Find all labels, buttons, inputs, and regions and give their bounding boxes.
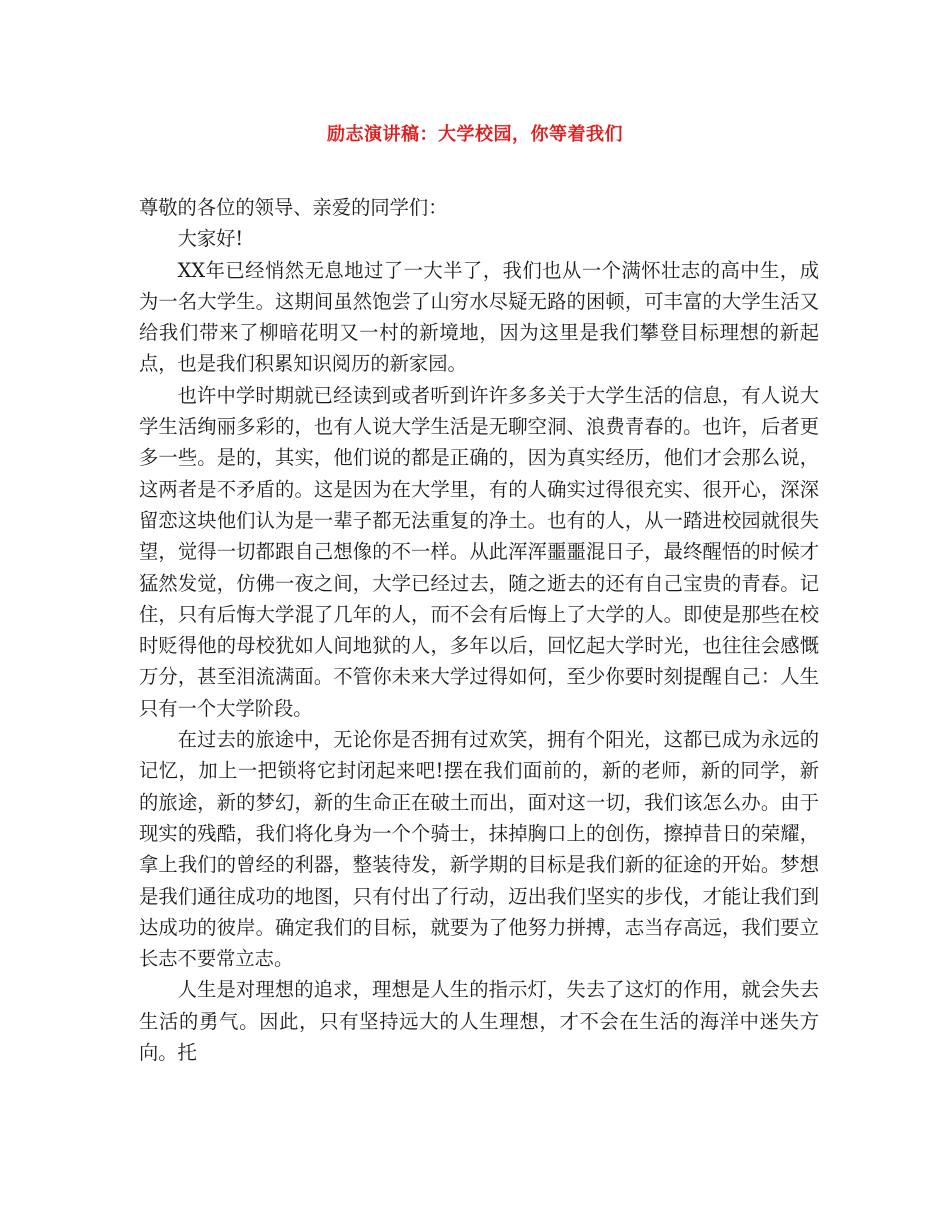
paragraph-2: 也许中学时期就已经读到或者听到许许多多关于大学生活的信息，有人说大学生活绚丽多彩的，也有人说大学生活是无聊空洞、浪费青春的。也许，后者更多一些。是的，其实，他们说的都是正确的，因为真实经历，他们才会那么说，这两者是不矛盾的。这是因为在大学里，有的人确实过得很充实、很开心，深深留恋这块他们认为是一辈子都无法重复的净土。也有的人，从一踏进校园就很失望，觉得一切都跟自己想像的不一样。从此浑浑噩噩混日子，最终醒悟的时候才猛然发觉，仿佛一夜之间，大学已经过去，随之逝去的还有自己宝贵的青春。记住，只有后悔大学混了几年的人，而不会有后悔上了大学的人。即使是那些在校时贬得他的母校犹如人间地狱的人，多年以后，回忆起大学时光，也往往会感慨万分，甚至泪流满面。不管你未来大学过得如何，至少你要时刻提醒自己：人生只有一个大学阶段。 — [139, 383, 819, 720]
document-body — [139, 192, 819, 1068]
paragraph-1: XX年已经悄然无息地过了一大半了，我们也从一个满怀壮志的高中生，成为一名大学生。这期间虽然饱尝了山穷水尽疑无路的困顿，可丰富的大学生活又给我们带来了柳暗花明又一村的新境地，因为这里是我们攀登目标理想的新起点，也是我们积累知识阅历的新家园。 — [139, 258, 819, 376]
paragraph-greeting: 大家好! — [177, 227, 244, 251]
paragraph-4: 人生是对理想的追求，理想是人生的指示灯，失去了这灯的作用，就会失去生活的勇气。因此，只有坚持远大的人生理想，才不会在生活的海洋中迷失方向。托 — [139, 978, 819, 1065]
document-title: 励志演讲稿：大学校园，你等着我们 — [327, 124, 623, 145]
paragraph-3: 在过去的旅途中，无论你是否拥有过欢笑，拥有个阳光，这都已成为永远的记忆，加上一把锁将它封闭起来吧!摆在我们面前的，新的老师，新的同学，新的旅途，新的梦幻，新的生命正在破土而出，面对这一切，我们该怎么办。由于现实的残酷，我们将化身为一个个骑士，抹掉胸口上的创伤，擦掉昔日的荣耀，拿上我们的曾经的利器，整装待发，新学期的目标是我们新的征途的开始。梦想是我们通往成功的地图，只有付出了行动，迈出我们坚实的步伐，才能让我们到达成功的彼岸。确定我们的目标，就要为了他努力拼搏，志当存高远，我们要立长志不要常立志。 — [139, 728, 819, 971]
salutation: 尊敬的各位的领导、亲爱的同学们： — [139, 196, 448, 219]
